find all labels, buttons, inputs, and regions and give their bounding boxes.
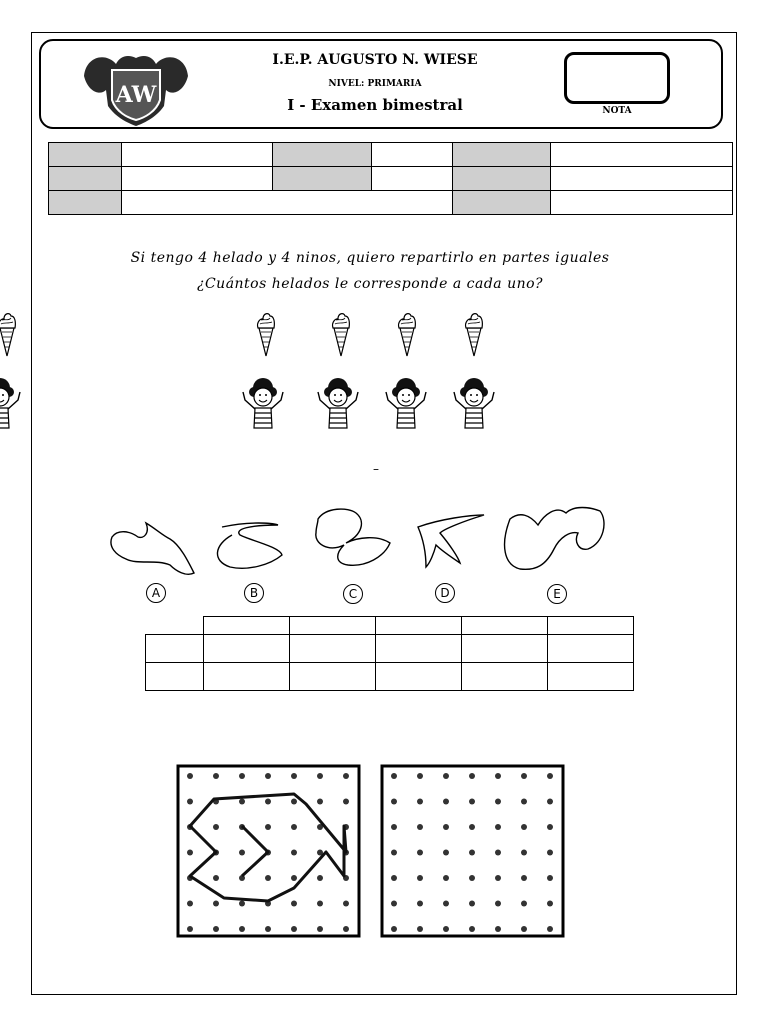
- figure-c: [316, 509, 390, 565]
- figure-d: [418, 515, 484, 567]
- geoboard-peg: [187, 850, 193, 856]
- geoboard-peg: [521, 875, 527, 881]
- figure-a: [111, 523, 194, 574]
- figure-b: [217, 523, 282, 568]
- geoboard-peg: [213, 824, 219, 830]
- info-label-cell: [273, 143, 372, 167]
- geoboard-peg: [469, 875, 475, 881]
- answer-cell[interactable]: [289, 635, 375, 663]
- option-e-label: E: [547, 584, 567, 604]
- geoboard-peg: [443, 875, 449, 881]
- info-label-cell: [453, 143, 551, 167]
- student-info-table: [48, 142, 733, 215]
- geoboard-peg: [343, 926, 349, 932]
- answer-table: [145, 616, 634, 691]
- geoboard-peg: [343, 901, 349, 907]
- geoboard-peg: [187, 901, 193, 907]
- geoboard-peg: [521, 850, 527, 856]
- stray-dash: –: [373, 462, 379, 476]
- info-label-cell: [273, 167, 372, 191]
- geoboard-peg: [265, 799, 271, 805]
- geoboard-peg: [317, 799, 323, 805]
- geoboard-peg: [291, 824, 297, 830]
- geoboard-model: [176, 764, 362, 939]
- table-row: [146, 617, 634, 635]
- children-row: [0, 378, 768, 434]
- option-c-label: C: [343, 584, 363, 604]
- geoboard-peg: [417, 850, 423, 856]
- geoboard-peg: [495, 875, 501, 881]
- geoboard-peg: [443, 824, 449, 830]
- geoboard-peg: [417, 824, 423, 830]
- geoboard-peg: [265, 926, 271, 932]
- geoboard-peg: [239, 901, 245, 907]
- geoboard-peg: [547, 875, 553, 881]
- geoboard-peg: [317, 875, 323, 881]
- grade-label: NOTA: [602, 106, 632, 116]
- info-value-cell[interactable]: [122, 191, 453, 215]
- geoboard-peg: [239, 926, 245, 932]
- geoboard-peg: [521, 773, 527, 779]
- geoboard-peg: [239, 773, 245, 779]
- answer-cell[interactable]: [547, 663, 633, 691]
- info-value-cell[interactable]: [372, 167, 453, 191]
- question-line-2: ¿Cuántos helados le corresponde a cada uno?: [196, 276, 544, 292]
- geoboard-peg: [391, 875, 397, 881]
- answer-cell[interactable]: [461, 635, 547, 663]
- geoboard-peg: [469, 824, 475, 830]
- logo-monogram: AW: [115, 82, 157, 108]
- answer-header-cell[interactable]: [547, 617, 633, 635]
- geoboard-peg: [213, 773, 219, 779]
- school-name: I.E.P. AUGUSTO N. WIESE: [272, 52, 478, 68]
- level-label: NIVEL: PRIMARIA: [328, 79, 422, 89]
- geoboard-peg: [495, 773, 501, 779]
- info-label-cell: [49, 191, 122, 215]
- geoboard-peg: [391, 901, 397, 907]
- geoboard-peg: [239, 799, 245, 805]
- ice-cream-row: [0, 310, 768, 360]
- geoboard-peg: [417, 773, 423, 779]
- option-a-label: A: [146, 583, 166, 603]
- geoboard-peg: [521, 824, 527, 830]
- table-row: [146, 635, 634, 663]
- geoboard-peg: [495, 799, 501, 805]
- geoboard-peg: [417, 799, 423, 805]
- geoboard-peg: [265, 875, 271, 881]
- answer-cell[interactable]: [547, 635, 633, 663]
- answer-header-cell[interactable]: [289, 617, 375, 635]
- geoboard-blank[interactable]: [380, 764, 566, 939]
- option-d-label: D: [435, 583, 455, 603]
- geoboard-peg: [495, 901, 501, 907]
- answer-cell[interactable]: [203, 663, 289, 691]
- geoboard-peg: [417, 901, 423, 907]
- geoboard-peg: [213, 926, 219, 932]
- geoboard-peg: [417, 926, 423, 932]
- geoboard-peg: [495, 926, 501, 932]
- answer-cell[interactable]: [461, 663, 547, 691]
- geoboard-peg: [443, 850, 449, 856]
- answer-row-label-cell[interactable]: [146, 635, 204, 663]
- table-row: [49, 143, 733, 167]
- geoboard-peg: [443, 901, 449, 907]
- geoboard-peg: [343, 773, 349, 779]
- answer-corner-cell: [146, 617, 204, 635]
- answer-header-cell[interactable]: [375, 617, 461, 635]
- school-logo: [76, 46, 196, 126]
- geoboard-peg: [469, 799, 475, 805]
- geoboard-peg: [391, 926, 397, 932]
- geoboard-peg: [547, 799, 553, 805]
- geoboard-peg: [547, 926, 553, 932]
- geoboard-peg: [443, 926, 449, 932]
- geoboard-peg: [187, 926, 193, 932]
- geoboard-peg: [443, 773, 449, 779]
- table-row: [49, 191, 733, 215]
- exam-title: I - Examen bimestral: [287, 96, 463, 114]
- info-value-cell[interactable]: [551, 143, 733, 167]
- geoboard-peg: [469, 850, 475, 856]
- table-row: [146, 663, 634, 691]
- info-label-cell: [453, 167, 551, 191]
- geoboard-peg: [187, 799, 193, 805]
- geoboard-peg: [317, 773, 323, 779]
- info-value-cell[interactable]: [551, 167, 733, 191]
- geoboard-peg: [391, 773, 397, 779]
- answer-header-cell[interactable]: [461, 617, 547, 635]
- figure-e: [505, 508, 604, 570]
- ice-cream-icon: [0, 314, 15, 356]
- info-label-cell: [49, 167, 122, 191]
- geoboard-peg: [317, 901, 323, 907]
- info-label-cell: [49, 143, 122, 167]
- answer-header-cell[interactable]: [203, 617, 289, 635]
- geoboard-peg: [391, 799, 397, 805]
- geoboard-peg: [265, 773, 271, 779]
- geoboard-peg: [547, 773, 553, 779]
- geoboard-peg: [469, 773, 475, 779]
- geoboard-peg: [417, 875, 423, 881]
- geoboard-peg: [187, 773, 193, 779]
- child-icon: [0, 378, 20, 428]
- geoboard-peg: [391, 824, 397, 830]
- geoboard-peg: [495, 824, 501, 830]
- info-value-cell[interactable]: [122, 167, 273, 191]
- geoboard-peg: [291, 850, 297, 856]
- geoboard-peg: [495, 850, 501, 856]
- geoboard-peg: [291, 926, 297, 932]
- answer-cell[interactable]: [375, 663, 461, 691]
- info-value-cell[interactable]: [551, 191, 733, 215]
- answer-cell[interactable]: [289, 663, 375, 691]
- geoboard-peg: [213, 875, 219, 881]
- info-value-cell[interactable]: [122, 143, 273, 167]
- geoboard-peg: [469, 926, 475, 932]
- option-b-label: B: [244, 583, 264, 603]
- question-line-1: Si tengo 4 helado y 4 ninos, quiero repartirlo en partes iguales: [130, 250, 610, 266]
- geoboard-peg: [547, 850, 553, 856]
- geoboard-peg: [469, 901, 475, 907]
- geoboard-peg: [291, 799, 297, 805]
- answer-row-label-cell[interactable]: [146, 663, 204, 691]
- table-row: [49, 167, 733, 191]
- geoboard-peg: [521, 926, 527, 932]
- geoboard-peg: [291, 773, 297, 779]
- geoboard-peg: [213, 901, 219, 907]
- info-value-cell[interactable]: [372, 143, 453, 167]
- geoboard-peg: [343, 799, 349, 805]
- geoboard-peg: [265, 824, 271, 830]
- grade-box[interactable]: [564, 52, 670, 104]
- answer-cell[interactable]: [375, 635, 461, 663]
- geoboard-peg: [391, 850, 397, 856]
- geoboard-peg: [291, 901, 297, 907]
- geoboard-peg: [239, 850, 245, 856]
- geoboard-peg: [521, 901, 527, 907]
- geoboard-peg: [291, 875, 297, 881]
- answer-cell[interactable]: [203, 635, 289, 663]
- geoboard-peg: [547, 901, 553, 907]
- geoboard-peg: [547, 824, 553, 830]
- info-label-cell: [453, 191, 551, 215]
- geoboard-peg: [443, 799, 449, 805]
- geoboard-peg: [521, 799, 527, 805]
- figure-shapes: [100, 505, 620, 585]
- geoboard-peg: [317, 926, 323, 932]
